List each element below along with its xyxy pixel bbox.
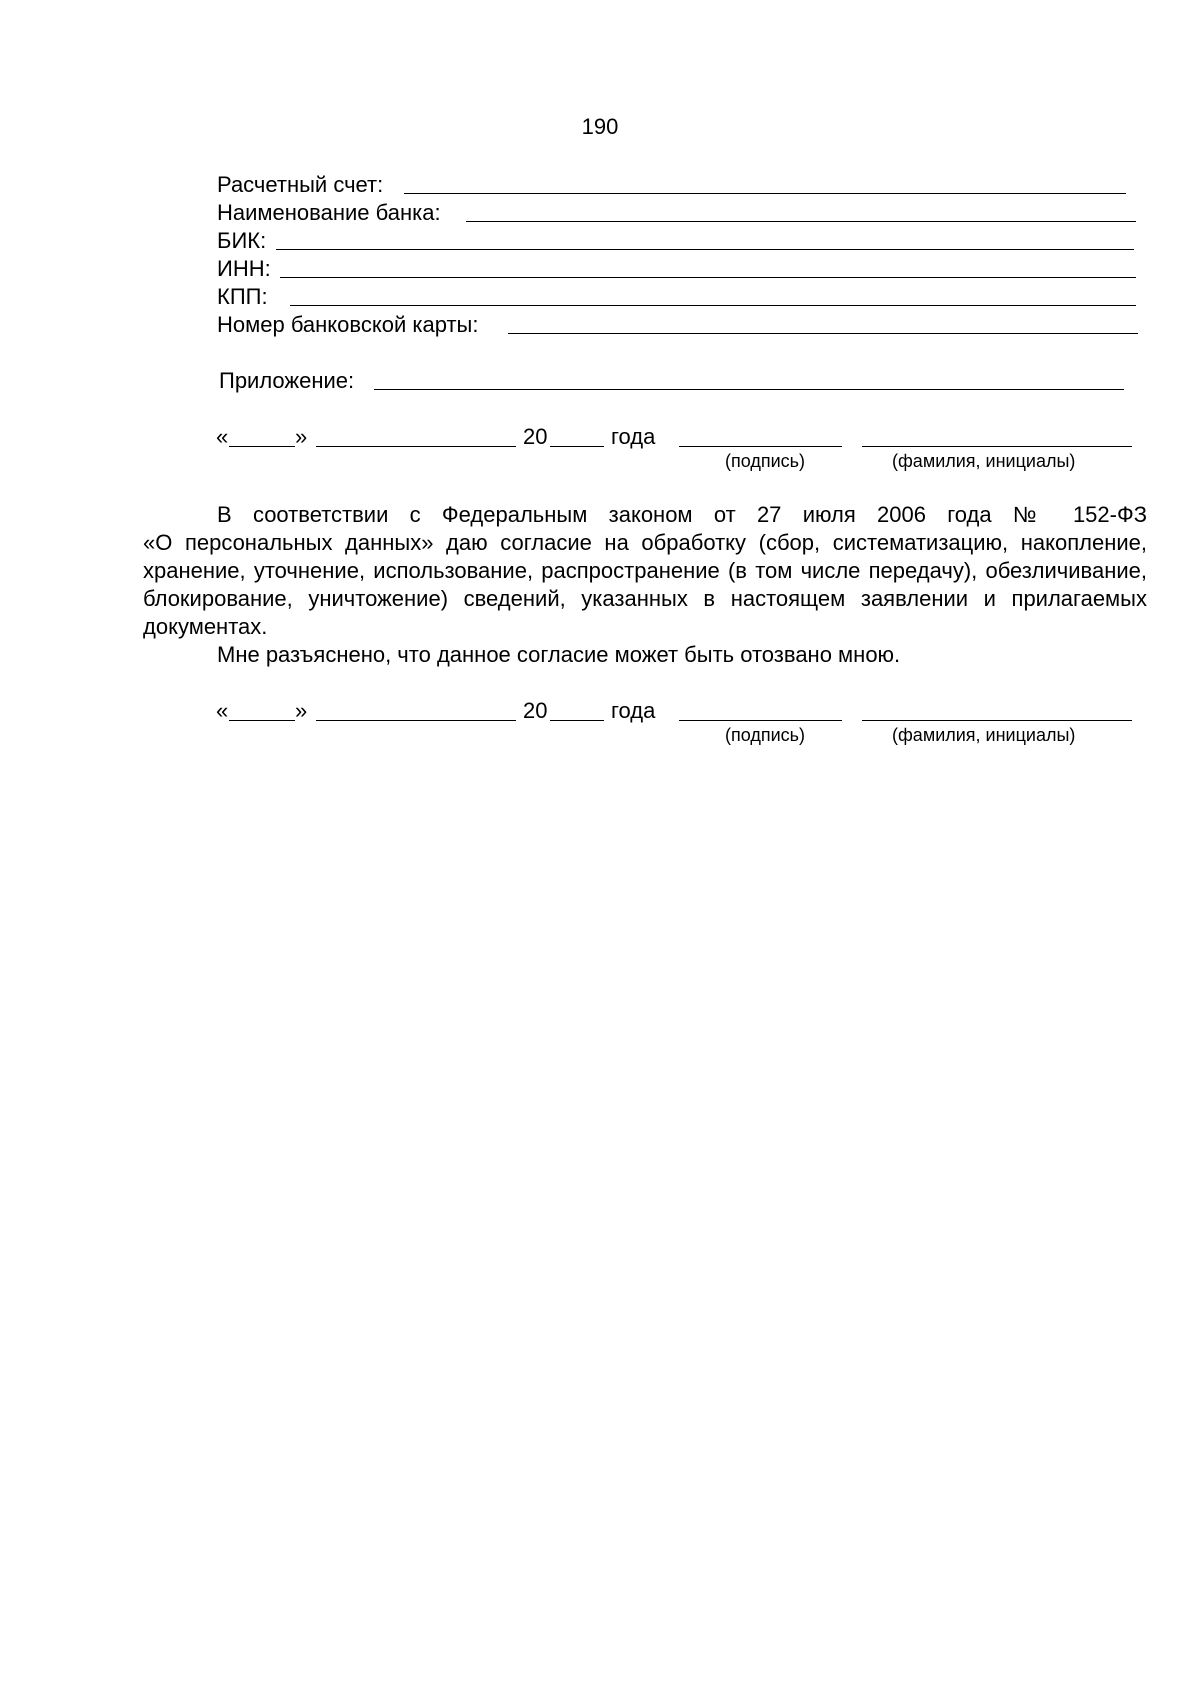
signature-caption: (подпись) xyxy=(725,725,806,745)
field-label-kpp: КПП: xyxy=(217,284,268,309)
field-line-card-number[interactable] xyxy=(508,333,1138,334)
field-line-account[interactable] xyxy=(404,193,1126,194)
name-caption: (фамилия, инициалы) xyxy=(892,451,1076,471)
date-quote-close: » xyxy=(295,698,308,723)
date-day-line[interactable] xyxy=(229,720,295,721)
field-label-account: Расчетный счет: xyxy=(217,172,384,197)
field-line-kpp[interactable] xyxy=(290,305,1136,306)
consent-paragraph-1-first-line: В соответствии с Федеральным законом от 27 июля 2006 года № 152-ФЗ xyxy=(217,502,1147,527)
consent-paragraph-2: Мне разъяснено, что данное согласие может быть отозвано мною. xyxy=(217,642,901,667)
name-caption: (фамилия, инициалы) xyxy=(892,725,1076,745)
date-quote-open: « xyxy=(216,698,229,723)
signature-caption: (подпись) xyxy=(725,451,806,471)
date-quote-open: « xyxy=(216,424,229,449)
page-number: 190 xyxy=(581,114,619,139)
attachment-line[interactable] xyxy=(374,389,1124,390)
field-label-bank-name: Наименование банка: xyxy=(217,200,441,225)
date-year-suffix: года xyxy=(611,698,656,723)
date-month-line[interactable] xyxy=(316,446,516,447)
field-label-inn: ИНН: xyxy=(217,256,271,281)
date-quote-close: » xyxy=(295,424,308,449)
name-line[interactable] xyxy=(862,720,1132,721)
field-label-card-number: Номер банковской карты: xyxy=(217,312,479,337)
date-year-line[interactable] xyxy=(550,446,604,447)
signature-line[interactable] xyxy=(679,720,842,721)
consent-text xyxy=(143,501,1147,641)
field-line-inn[interactable] xyxy=(280,277,1136,278)
date-year-prefix: 20 xyxy=(523,424,548,449)
consent-paragraph-1-rest: «О персональных данных» даю согласие на обработку (сбор, систематизацию, накопление, хранение, уточнение, использование, распространение (в том числе передачу), обезличивание, блокирование, уничтожение) сведений, указанных в настоящем заявлении и прилагаемых документах. xyxy=(143,530,1147,639)
field-line-bank-name[interactable] xyxy=(466,221,1136,222)
signature-line[interactable] xyxy=(679,446,842,447)
date-day-line[interactable] xyxy=(229,446,295,447)
date-year-line[interactable] xyxy=(550,720,604,721)
name-line[interactable] xyxy=(862,446,1132,447)
date-year-suffix: года xyxy=(611,424,656,449)
date-year-prefix: 20 xyxy=(523,698,548,723)
field-label-bik: БИК: xyxy=(217,228,267,253)
attachment-label: Приложение: xyxy=(219,368,355,393)
field-line-bik[interactable] xyxy=(276,249,1134,250)
date-month-line[interactable] xyxy=(316,720,516,721)
